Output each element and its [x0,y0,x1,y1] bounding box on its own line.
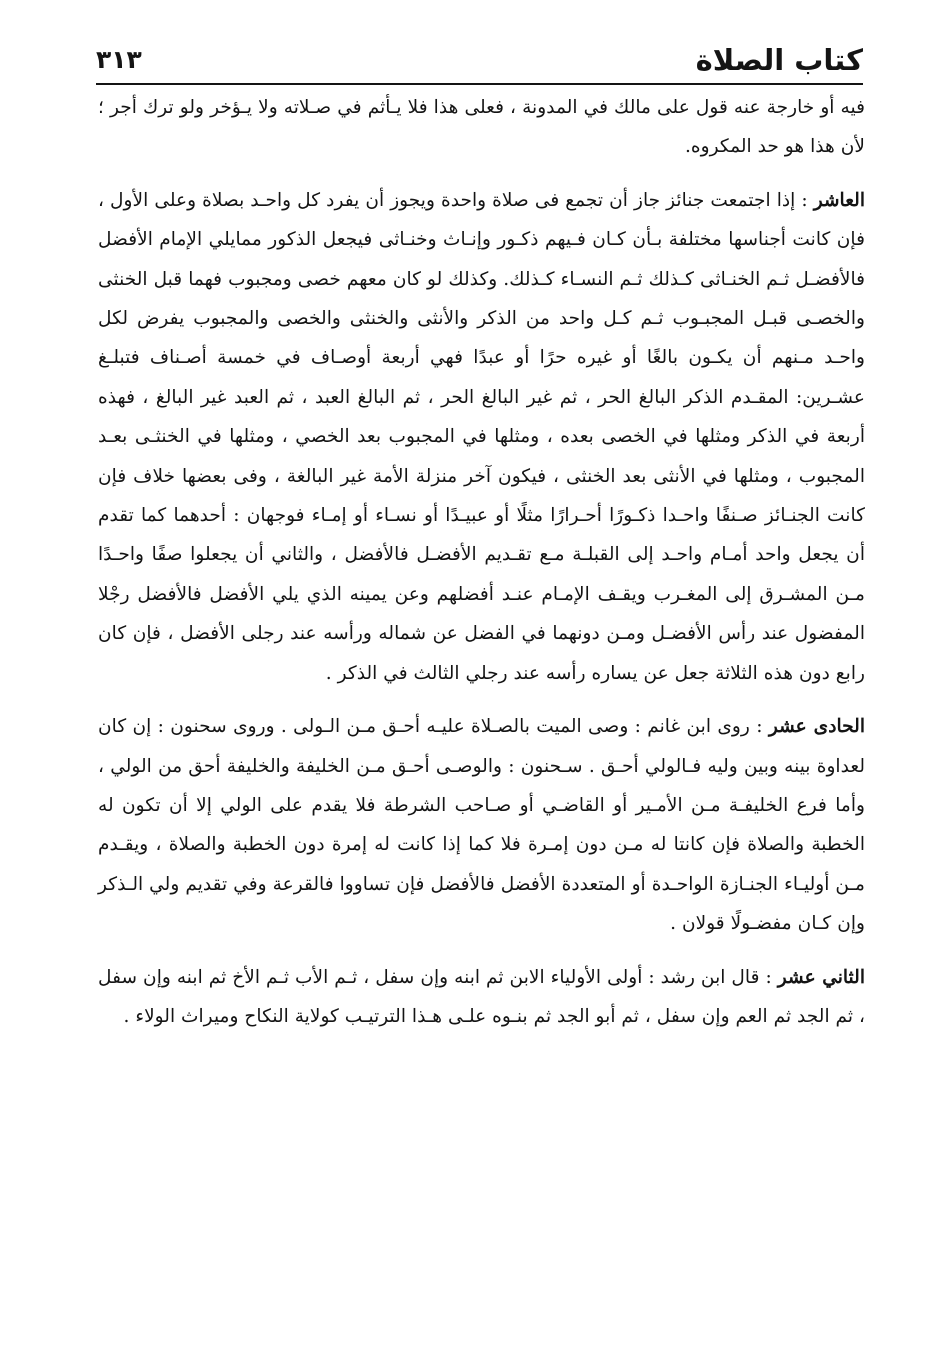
paragraph-text: فيه أو خارجة عنه قول على مالك في المدونة ، فعلى هذا فلا يـأثم في صـلاته ولا يـؤخر ولو ترك أجر ؛ لأن هذا هو حد المكروه. [98,97,865,158]
paragraph-eleventh [98,707,865,943]
paragraph-text: : روى ابن غانم : وصى الميت بالصـلاة عليـه أحـق مـن الـولى . وروى سحنون : إن كان لعداوة بينه وبين وليه فـالولي أحـق . سـحنون : والوصـى أحـق مـن الخليفة والخليفة أحق من الولي ، وأما فرع الخليفـة مـن الأمـير أو القاضـي أو صـاحب الشرطة فلا يقدم على الولي إلا أن تكون له الخطبة والصلاة فإن كانتا له مـن دون إمـرة فلا كما إذا كانت له إمرة دون الخطبة والصلاة ، ويقـدم مـن أوليـاء الجنـازة الواحـدة أو المتعددة الأفضل فالأفضل فإن تساووا فالقرعة وفي تقديم ولي الـذكر وإن كـان مفضـولًا قولان . [98,716,865,935]
paragraph-tenth [98,181,865,693]
chapter-title: كتاب الصلاة [695,43,863,77]
page-header [96,30,863,80]
paragraph-heading: الحادى عشر [768,716,866,738]
paragraph-text: : إذا اجتمعت جنائز جاز أن تجمع فى صلاة واحدة ويجوز أن يفرد كل واحـد بصلاة وعلى الأول ، فإن كانت أجناسها مختلفة بـأن كـان فـيهم ذكـور وإنـاث وخنـاثى فيجعل الذكور ممايلي الإمام الأفضل فالأفضـل ثـم الخنـاثى كـذلك ثـم النسـاء كـذلك. وكذلك لو كان معهم خصى ومجبوب فهما قبل الخنثى والخصـى قبـل المجبـوب ثـم كـل واحد من الذكر والأنثى والخنثى والخصى والمجبوب يفرض لكل واحـد مـنهم أن يكـون بالغًا أو غيره حرًا أو عبدًا فهي أربعة أوصـاف في خمسة أصـناف فتبلـغ عشـرين: المقـدم الذكر البالغ الحر ، ثم غير البالغ الحر ، ثم البالغ العبد ، ثم العبد غير البالغ ، فهذه أربعة في الذكر ومثلها في الخصى بعده ، ومثلها في المجبوب بعد الخصي ، ومثلها في الخنثـى بعـد المجبوب ، ومثلها في الأنثى بعد الخنثى ، فيكون آخر منزلة الأمة غير البالغة ، وفى بعضها خلاف فإن كانت الجنـائز صـنفًا واحـدا ذكـورًا أحـرارًا مثلًا أو عبيـدًا أو نسـاء أو إمـاء فوجهان : أحدهما كما تقدم أن يجعل واحد أمـام واحـد إلى القبلـة مـع تقـديم الأفضـل فالأفضل ، والثاني أن يجعلوا صفًا واحـدًا مـن المشـرق إلى المغـرب ويقـف الإمـام عنـد أفضلهم وعن يمينه الذي يلي الأفضل فالأفضل رجْلا المفضول عند رأس الأفضـل ومـن دونهما في الفضل عن شماله ورأسه عند رجلى الأفضل ، فإن كان رابع دون هذه الثلاثة جعل عن يساره رأسه عند رجلي الثالث في الذكر . [98,189,865,684]
paragraph-twelfth [98,958,865,1037]
paragraph-continuation [98,88,865,167]
page-number: ٣١٣ [96,45,142,74]
paragraph-text: : قال ابن رشد : أولى الأولياء الابن ثم ابنه وإن سفل ، ثـم الأب ثـم الأخ ثم ابنه وإن سفل ، ثم الجد ثم العم وإن سفل ، ثم أبو الجد ثم بنـوه علـى هـذا الترتيـب كولاية النكاح وميراث الولاء . [98,966,865,1027]
paragraph-heading: العاشر [813,189,865,211]
paragraph-heading: الثاني عشر [777,966,865,988]
body-text [98,88,865,1036]
header-divider [96,83,863,85]
